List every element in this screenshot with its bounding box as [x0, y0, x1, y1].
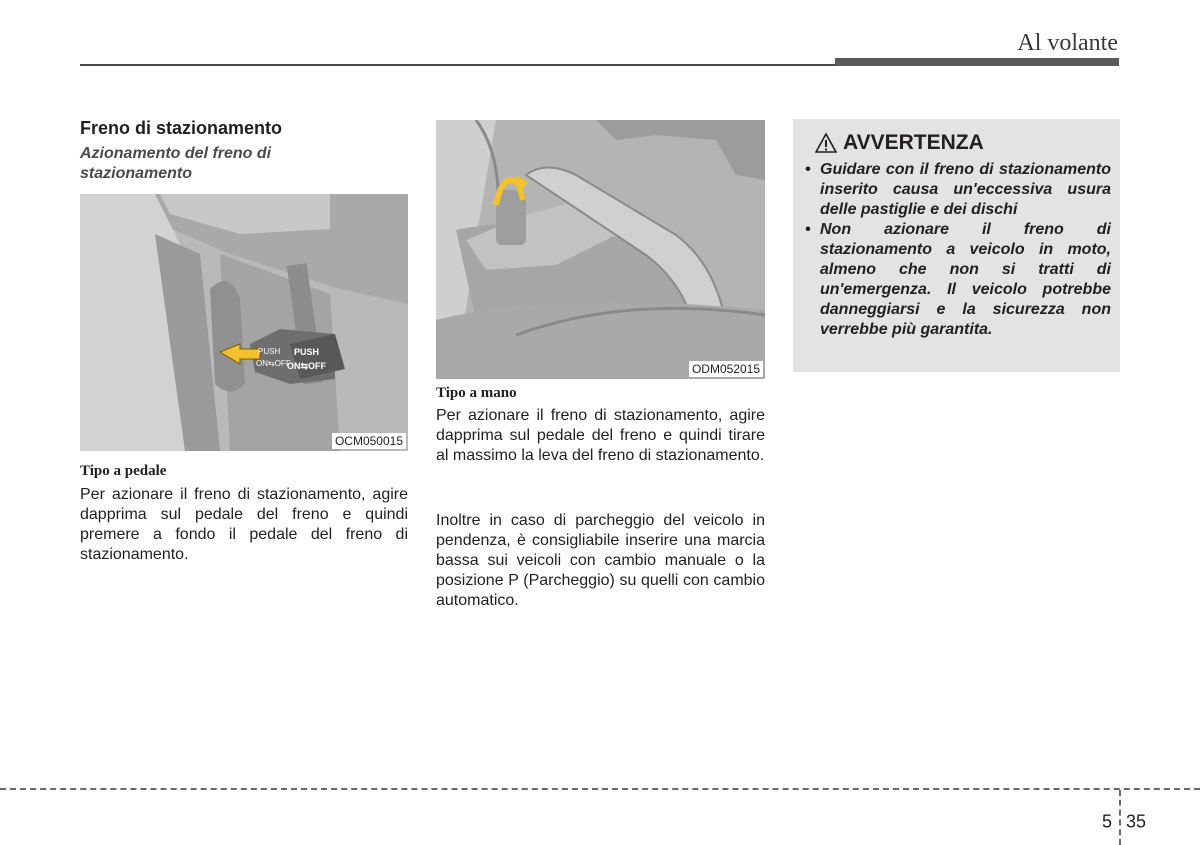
warning-item-text: Non azionare il freno di stazionamento a veicolo in moto, almeno che non si tratti di un'emergenza. Il veicolo potrebbe danneggiarsi e la sicurezza non verrebbe più garantita.	[820, 221, 1111, 338]
pedal-onoff-label: ON⇆OFF	[256, 359, 291, 368]
pedal-brake-photo	[80, 194, 408, 451]
page-header-title: Al volante	[1017, 30, 1118, 56]
header-rule-accent	[835, 58, 1119, 66]
warning-box	[793, 119, 1120, 372]
warning-triangle-icon	[815, 133, 837, 153]
warning-list	[803, 160, 1111, 340]
warning-title: AVVERTENZA	[843, 131, 984, 154]
warning-item-text: Guidare con il freno di stazionamento inserito causa un'eccessiva usura delle pastiglie e dei dischi	[820, 161, 1111, 218]
image-code-label: OCM050015	[332, 433, 406, 449]
chapter-number: 5	[1102, 811, 1113, 832]
hand-instructions: Per azionare il freno di stazionamento, agire dapprima sul pedale del freno e quindi tirare al massimo la leva del freno di stazionamento.	[436, 407, 765, 464]
pedal-instructions: Per azionare il freno di stazionamento, agire dapprima sul pedale del freno e quindi premere a fondo il pedale del freno di stazionamento.	[80, 486, 408, 563]
pedal-onoff-label-2: ON⇆OFF	[287, 361, 327, 371]
image-code-label: ODM052015	[689, 361, 763, 377]
caption-title-hand: Tipo a mano	[436, 385, 517, 401]
hand-brake-photo	[436, 120, 765, 379]
pedal-push-label: PUSH	[258, 347, 281, 356]
warning-header	[815, 131, 984, 155]
section-heading: Freno di stazionamento	[80, 118, 283, 138]
page-number: 35	[1126, 811, 1147, 832]
hand-brake-illustration	[436, 120, 765, 379]
warning-bullet: •	[805, 161, 811, 178]
warning-item	[803, 160, 1111, 220]
pedal-brake-illustration	[80, 194, 408, 451]
caption-title-pedal: Tipo a pedale	[80, 463, 167, 479]
warning-bullet: •	[805, 221, 811, 238]
pedal-push-label-2: PUSH	[294, 347, 320, 357]
footer-divider	[1119, 790, 1121, 845]
warning-item	[803, 220, 1111, 340]
parking-slope-advice: Inoltre in caso di parcheggio del veicolo in pendenza, è consigliabile inserire una marcia bassa sui veicoli con cambio manuale o la posizione P (Parcheggio) su quelli con cambio automatico.	[436, 512, 765, 609]
header-rule	[80, 64, 835, 66]
section-subheading: Azionamento del freno di stazionamento	[80, 145, 272, 182]
footer-rule	[0, 788, 1200, 790]
